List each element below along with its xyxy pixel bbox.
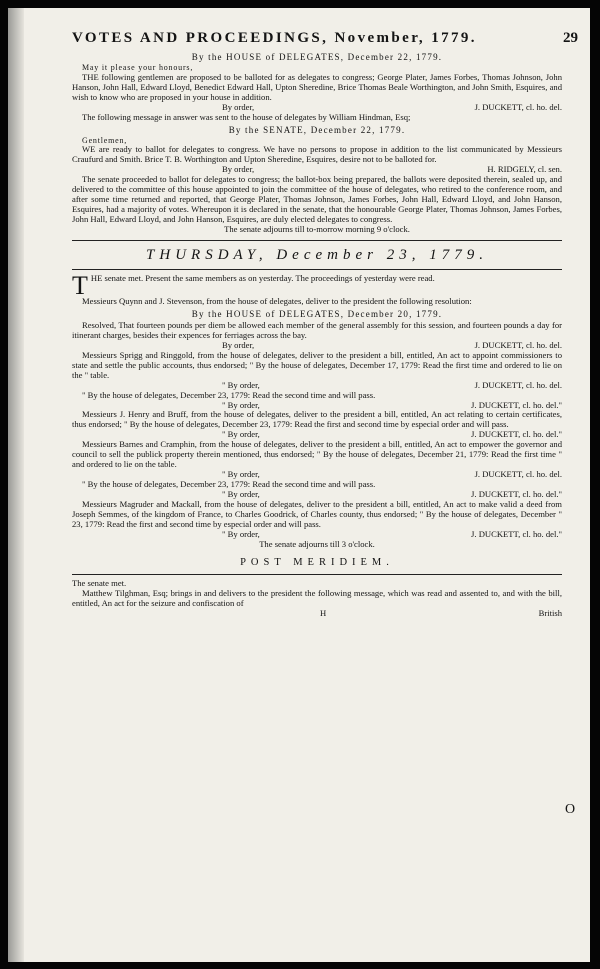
by-order-label: " By order,	[222, 399, 260, 410]
page-content	[72, 30, 578, 620]
section-heading-delegates-22: By the HOUSE of DELEGATES, December 22, 1779.	[191, 52, 443, 62]
bill-paragraph: Messieurs J. Henry and Bruff, from the house of delegates, deliver to the president a bill, entitled, An act relating to certain certificates, thus endorsed; " By the house of delegates, December 23, 1779: Read the first and second time by especial order and will pass.	[72, 409, 562, 430]
section-heading-senate-22: By the SENATE, December 22, 1779.	[228, 124, 406, 135]
salutation: May it please your honours,	[82, 63, 194, 73]
by-order-label: " By order,	[222, 469, 260, 480]
clerk-signature: J. DUCKETT, cl. ho. del.	[474, 101, 562, 112]
adjournment-note: The senate adjourns till 3 o'clock.	[259, 539, 375, 550]
opening-paragraph	[72, 274, 562, 297]
salutation: Gentlemen,	[82, 135, 128, 145]
drop-cap: T	[72, 274, 88, 298]
page-gutter-shadow	[8, 8, 24, 962]
clerk-signature: J. DUCKETT, cl. ho. del."	[471, 399, 562, 410]
by-order-label: By order,	[222, 339, 255, 350]
message-sent-note: The following message in answer was sent to the house of delegates by William Hindman, Esq;	[82, 111, 411, 122]
clerk-signature: J. DUCKETT, cl. ho. del.	[474, 339, 562, 350]
clerk-signature: J. DUCKETT, cl. ho. del."	[471, 529, 562, 540]
section-heading-delegates-20: By the HOUSE of DELEGATES, December 20, 1779.	[191, 309, 443, 320]
senate-met: The senate met.	[72, 578, 127, 589]
adjournment-note: The senate adjourns till to-morrow morning 9 o'clock.	[224, 224, 410, 234]
by-order-label: " By order,	[222, 429, 260, 440]
section-rule	[72, 240, 562, 241]
messengers-paragraph: Messieurs Quynn and J. Stevenson, from the house of delegates, deliver to the president the following resolution:	[82, 296, 472, 307]
bill-paragraph: Messieurs Sprigg and Ringgold, from the house of delegates, deliver to the president a bill, entitled, An act to appoint commissioners to state and settle the public accounts, thus endorsed; " By the house of delegates, December 17, 1779: Read the first time and ordered to lie on the " table.	[72, 349, 562, 380]
clerk-signature: J. DUCKETT, cl. ho. del."	[471, 429, 562, 440]
by-order-label: " By order,	[222, 489, 260, 500]
message-paragraph: Matthew Tilghman, Esq; brings in and delivers to the president the following message, which was read and assented to, and with the bill, entitled, An act for the seizure and confiscation of	[72, 588, 562, 609]
by-order-label: " By order,	[222, 529, 260, 540]
clerk-signature: J. DUCKETT, cl. ho. del."	[471, 489, 562, 500]
message-body: THE following gentlemen are proposed to be balloted for as delegates to congress; George Plater, James Forbes, Thomas Johnson, John Hanson, John Hall, Edward Lloyd, Benedict Edward Hall, Upton Sheredine, Brice Thomas Beale Worthington, and John Smith, Esquires, and wish to know who are proposed in your house in addition.	[72, 71, 562, 102]
message-body: WE are ready to ballot for delegates to congress. We have no persons to propose in addition to the list communicated by Messieurs Craufurd and Smith. Brice T. B. Worthington and Upton Sheredine, Esquires, desire not to be balloted for.	[72, 144, 562, 165]
bill-endorsement: " By the house of delegates, December 23, 1779: Read the second time and will pass.	[82, 389, 376, 400]
bill-paragraph: Messieurs Barnes and Cramphin, from the house of delegates, deliver to the president a bill, entitled, An act to empower the governor and council to sell the publick property therein mentioned, thus endorsed; " By the house of delegates, December 21, 1779: Read the first time " and ordered to lie on the table.	[72, 439, 562, 470]
by-order-label: By order,	[222, 164, 255, 175]
ballot-proceedings: The senate proceeded to ballot for delegates to congress; the ballot-box being prepared, the ballots were deposited therein, sealed up, and delivered to the committee of this house appointed to join the committee of the house of delegates, who retired to the conference room, and after some time returned and reported, that George Plater, Thomas Johnson, James Forbes, John Hall, Edward Lloyd, and John Hanson, Esquires, had a majority of votes. Whereupon it is declared in the senate, that the honourable George Plater, Thomas Johnson, James Forbes, John Hall, Edward Lloyd, and John Hanson, Esquires, are duly elected delegates to congress.	[72, 174, 562, 225]
day-heading: THURSDAY, December 23, 1779.	[146, 246, 488, 263]
clerk-signature: H. RIDGELY, cl. sen.	[487, 164, 562, 175]
section-rule	[72, 269, 562, 270]
document-page	[8, 8, 590, 962]
clerk-signature: J. DUCKETT, cl. ho. del.	[474, 379, 562, 390]
margin-bracket-mark: O	[565, 802, 576, 817]
post-meridiem-heading: POST MERIDIEM.	[240, 557, 394, 569]
running-head: VOTES AND PROCEEDINGS, November, 1779.	[72, 30, 477, 46]
bill-paragraph: Messieurs Magruder and Mackall, from the house of delegates, deliver to the president a bill, entitled, An act to make valid a deed from Joseph Semmes, of the kingdom of France, to Charles Goodrick, of Charles county, thus endorsed; " By the house of delegates, December " 23, 1779: Read the first and second time by especial order and will pass.	[72, 499, 562, 530]
by-order-label: " By order,	[222, 379, 260, 390]
signature-mark: H	[320, 608, 327, 619]
page-number: 29	[563, 30, 578, 46]
by-order-label: By order,	[222, 101, 255, 112]
opening-text: HE senate met. Present the same members as on yesterday. The proceedings of yesterday were read.	[90, 274, 435, 284]
resolution-text: Resolved, That fourteen pounds per diem be allowed each member of the general assembly for this session, and fourteen pounds a day for itinerant charges, besides their expences for ferriages across the bay.	[72, 319, 562, 340]
section-rule	[72, 574, 562, 575]
bill-endorsement: " By the house of delegates, December 23, 1779: Read the second time and will pass.	[82, 479, 376, 490]
clerk-signature: J. DUCKETT, cl. ho. del.	[474, 469, 562, 480]
page-footer	[72, 609, 562, 620]
catchword: British	[538, 608, 562, 619]
page-header	[72, 30, 578, 50]
